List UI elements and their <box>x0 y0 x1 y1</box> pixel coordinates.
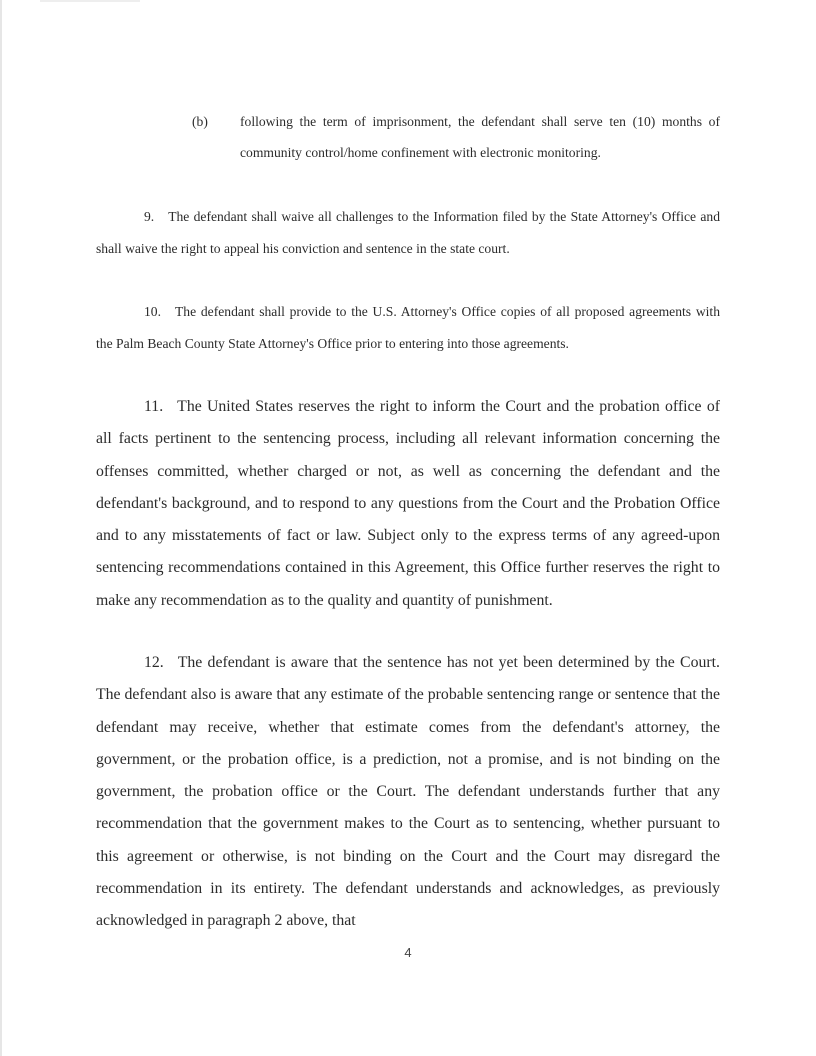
paragraph-number: 10. <box>144 304 161 319</box>
subparagraph-b <box>192 106 720 168</box>
scan-left-edge <box>0 0 2 1056</box>
paragraph-12 <box>96 647 720 938</box>
paragraph-text: The United States reserves the right to inform the Court and the probation office of all facts pertinent to the sentencing process, including all relevant information concerning the offenses committed, whether charged or not, as well as concerning the defendant and the defendant's background, and to respond to any questions from the Court and the Probation Office and to any misstatements of fact or law. Subject only to the express terms of any agreed-upon sentencing recommendations contained in this Agreement, this Office further reserves the right to make any recommendation as to the quality and quantity of punishment. <box>96 398 720 609</box>
paragraph-number: 12. <box>144 654 164 671</box>
subparagraph-text: following the term of imprisonment, the defendant shall serve ten (10) months of community control/home confinement with electronic monitoring. <box>240 114 720 160</box>
paragraph-11 <box>96 391 720 617</box>
paragraph-number: 9. <box>144 209 155 224</box>
paragraph-9 <box>96 201 720 264</box>
paragraph-text: The defendant shall provide to the U.S. Attorney's Office copies of all proposed agreements with the Palm Beach County State Attorney's Office prior to entering into those agreements. <box>96 304 720 351</box>
paragraph-number: 11. <box>144 398 164 415</box>
paragraph-text: The defendant shall waive all challenges to the Information filed by the State Attorney's Office and shall waive the right to appeal his conviction and sentence in the state court. <box>96 209 720 256</box>
paragraph-10 <box>96 296 720 359</box>
subparagraph-label: (b) <box>192 114 208 129</box>
page-number: 4 <box>404 945 412 960</box>
paragraph-text: The defendant is aware that the sentence has not yet been determined by the Court. The defendant also is aware that any estimate of the probable sentencing range or sentence that the defendant may receive, whether that estimate comes from the defendant's attorney, the government, or the probation office, is a prediction, not a promise, and is not binding on the government, the probation office or the Court. The defendant understands further that any recommendation that the government makes to the Court as to sentencing, whether pursuant to this agreement or otherwise, is not binding on the Court and the Court may disregard the recommendation in its entirety. The defendant understands and acknowledges, as previously acknowledged in paragraph 2 above, that <box>96 654 720 930</box>
scan-top-mark <box>40 0 140 2</box>
